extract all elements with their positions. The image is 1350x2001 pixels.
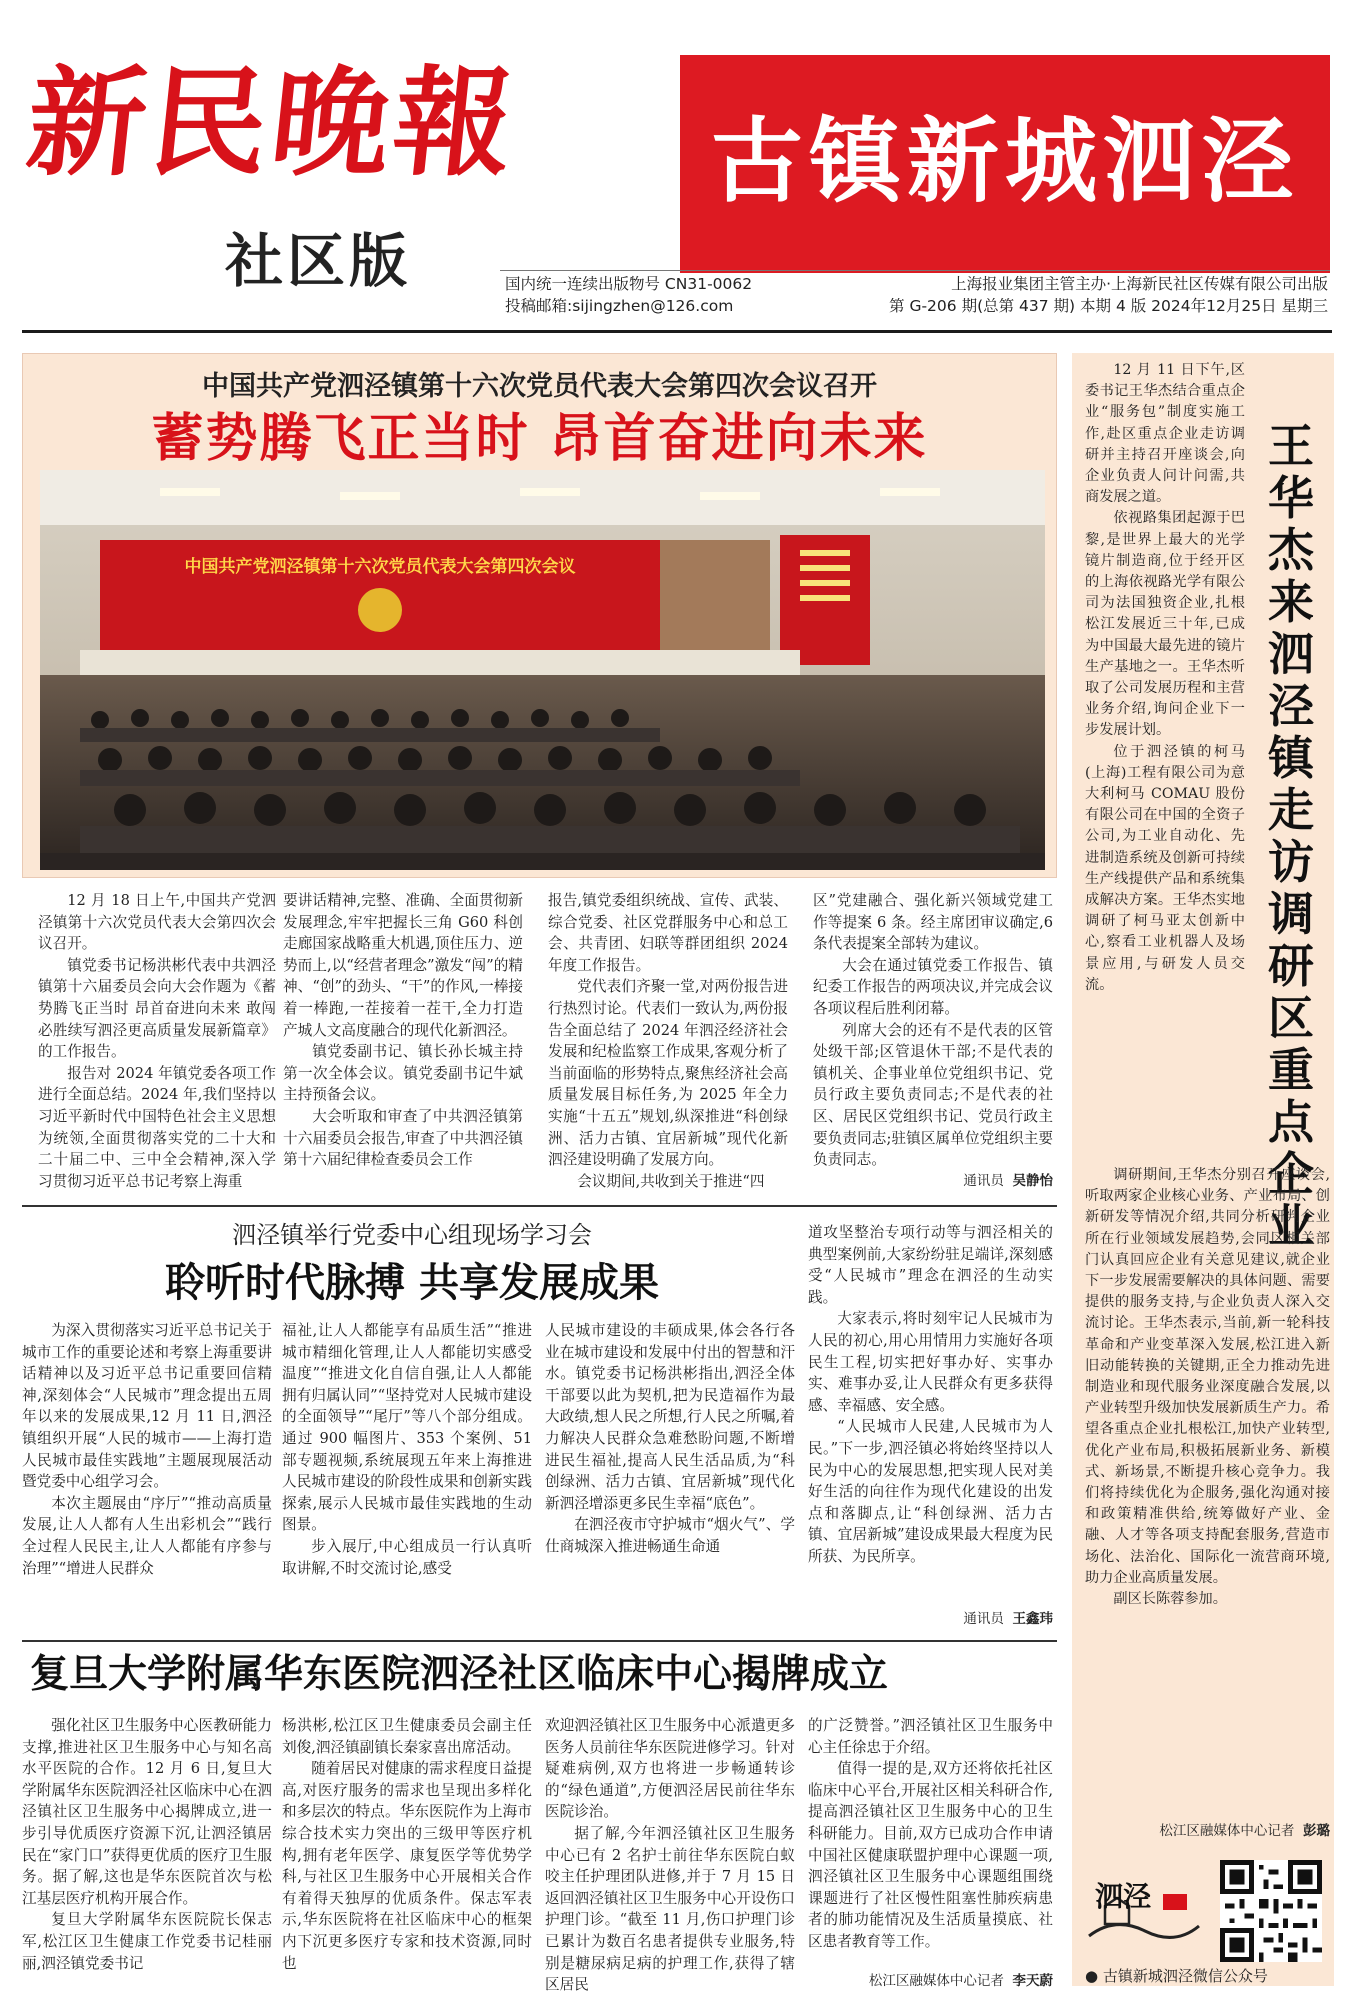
sijing-logo [1085, 1876, 1203, 1948]
byline-label: 通讯员 [963, 1611, 1004, 1627]
paragraph: 要讲话精神,完整、准确、全面贯彻新发展理念,牢牢把握长三角 G60 科创走廊国家战略重大机遇,顶住压力、逆势而上,以“经营者理念”激发“闯”的精神、“创”的劲头、“干”的作风,一棒接着一棒跑,一茬接着一茬干,全力打造产城人文高度融合的现代化新泗泾。 [283, 892, 523, 1039]
study-story-column-4 [808, 1222, 1053, 1606]
byline-label: 松江区融媒体中心记者 [1159, 1823, 1295, 1839]
logo-text: 泗泾 [1095, 1880, 1152, 1913]
photo-banner-text: 中国共产党泗泾镇第十六次党员代表大会第四次会议 [184, 557, 576, 577]
paragraph: 报告,镇党委组织统战、宣传、武装、综合党委、社区党群服务中心和总工会、共青团、妇联等群团组织 2024 年度工作报告。 [548, 892, 788, 974]
study-story-column-1 [22, 1320, 272, 1634]
hospital-story-headline: 复旦大学附属华东医院泗泾社区临床中心揭牌成立 [30, 1652, 889, 1697]
paragraph: 为深入贯彻落实习近平总书记关于城市工作的重要论述和考察上海重要讲话精神以及习近平总书记重要回信精神,深刻体会“人民城市”理念提出五周年以来的发展成果,12 月 11 日,泗泾镇组织开展“人民的城市——上海打造人民城市最佳实践地”主题展现展活动暨党委中心组学习会。 [22, 1322, 272, 1491]
paragraph: 12 月 18 日上午,中国共产党泗泾镇第十六次党员代表大会第四次会议召开。 [38, 892, 276, 953]
paragraph: 的广泛赞誉。”泗泾镇社区卫生服务中心主任徐忠于介绍。 [808, 1717, 1053, 1756]
top-story-column-4 [813, 890, 1053, 1168]
paragraph: 位于泗泾镇的柯马(上海)工程有限公司为意大利柯马 COMAU 股份有限公司在中国的全资子公司,为工业自动化、先进制造系统及创新可持续生产线提供产品和系统集成解决方案。王华杰实地调研了柯马亚太创新中心,察看工业机器人及场景应用,与研发人员交流。 [1085, 743, 1245, 993]
paragraph: 副区长陈蓉参加。 [1113, 1591, 1227, 1608]
paragraph: 随着居民对健康的需求程度日益提高,对医疗服务的需求也呈现出多样化和多层次的特点。华东医院作为上海市综合技术实力突出的三级甲等医疗机构,拥有老年医学、康复医学等优势学科,与社区卫生服务中心开展相关合作有着得天独厚的优质条件。保志军表示,华东医院将在社区临床中心的框架内下沉更多医疗专家和技术资源,同时也 [282, 1760, 532, 1972]
hospital-story-column-2 [282, 1715, 532, 1990]
paragraph: 列席大会的还有不是代表的区管处级干部;区管退休干部;不是代表的镇机关、企事业单位党组织书记、党员行政主要负责同志;不是代表的社区、居民区党组织书记、党员行政主要负责同志;驻镇区属单位党组织主要负责同志。 [813, 1021, 1053, 1169]
paragraph: 会议期间,共收到关于推进“四 [577, 1172, 765, 1190]
paragraph: 强化社区卫生服务中心医教研能力支撑,推进社区卫生服务中心与知名高水平医院的合作。12 月 6 日,复旦大学附属华东医院泗泾社区临床中心在泗泾镇社区卫生服务中心揭牌成立,进一步引导优质医疗资源下沉,让泗泾镇居民在“家门口”获得更优质的医疗卫生服务。据了解,这也是华东医院首次与松江基层医疗机构开展合作。 [22, 1717, 272, 1907]
paragraph: 复旦大学附属华东医院院长保志军,松江区卫生健康工作党委书记桂丽丽,泗泾镇党委书记 [22, 1911, 272, 1972]
paragraph: 依视路集团起源于巴黎,是世界上最大的光学镜片制造商,位于经开区的上海依视路光学有限公司为法国独资企业,扎根松江发展近三十年,已成为中国最大最先进的镜片生产基地之一。王华杰听取了公司发展历程和主营业务介绍,询问企业下一步发展计划。 [1085, 510, 1245, 739]
meta-email: 投稿邮箱:sijingzhen@126.com [505, 297, 734, 315]
side-story-byline [1085, 1822, 1330, 1840]
hospital-story-column-4 [808, 1715, 1053, 1965]
paragraph: 区”党建融合、强化新兴领域党建工作等提案 6 条。经主席团审议确定,6 条代表提案全部转为建议。 [813, 892, 1053, 953]
study-story-byline [808, 1610, 1053, 1628]
section-title-banner [680, 55, 1330, 273]
section-divider [22, 1205, 1057, 1207]
hospital-story-column-1 [22, 1715, 272, 1990]
byline-name: 李天蔚 [1012, 1973, 1053, 1989]
meeting-photo-illustration [40, 470, 1045, 870]
hospital-story-byline [808, 1972, 1053, 1990]
paragraph: 大家表示,将时刻牢记人民城市为人民的初心,用心用情用力实施好各项民生工程,切实把好事办好、实事办实、难事办妥,让人民群众有更多获得感、幸福感、安全感。 [808, 1310, 1053, 1414]
paragraph: 调研期间,王华杰分别召开座谈会,听取两家企业核心业务、产业布局、创新研发等情况介绍,共同分析研判企业所在行业领域发展趋势,会同区相关部门认真回应企业有关意见建议,就企业下一步发展需要解决的具体问题、需要提供的服务支持,与企业负责人深入交流讨论。王华杰表示,当前,新一轮科技革命和产业变革深入发展,松江进入新旧动能转换的关键期,正全力推动先进制造业和现代服务业深度融合发展,以产业转型升级加快发展新质生产力。希望各重点企业扎根松江,加快产业转型,优化产业布局,积极拓展新业务、新模式、新场景,不断提升核心竞争力。我们将持续优化为企服务,强化沟通对接和政策精准供给,统筹做好产业、金融、人才等各项支持配套服务,营造市场化、法治化、国际化一流营商环境,助力企业高质量发展。 [1085, 1167, 1330, 1586]
top-story-byline [813, 1172, 1053, 1190]
paragraph: 欢迎泗泾镇社区卫生服务中心派遣更多医务人员前往华东医院进修学习。针对疑难病例,双方也将进一步畅通转诊的“绿色通道”,方便泗泾居民前往华东医院诊治。 [545, 1717, 795, 1821]
masthead-paper-name: 新民晚報 [20, 54, 524, 192]
paragraph: 镇党委副书记、镇长孙长城主持第一次全体会议。镇党委副书记牛斌主持预备会议。 [283, 1043, 523, 1104]
study-story-column-2 [282, 1320, 532, 1634]
qr-caption: ● 古镇新城泗泾微信公众号 [1085, 1967, 1268, 1985]
meta-publisher: 上海报业集团主管主办·上海新民社区传媒有限公司出版 [951, 275, 1328, 293]
meta-issue-date: 第 G-206 期(总第 437 期) 本期 4 版 2024年12月25日 星期三 [889, 297, 1328, 315]
byline-name: 吴静怡 [1012, 1173, 1053, 1189]
sijing-logo-art [1085, 1876, 1203, 1948]
side-story-headline: 王华杰来泗泾镇走访调研区重点企业 [1268, 419, 1314, 1253]
top-story-headline: 蓄势腾飞正当时 昂首奋进向未来 [151, 409, 928, 469]
byline-name: 王鑫玮 [1012, 1611, 1053, 1627]
meta-publication-number: 国内统一连续出版物号 CN31-0062 [505, 275, 753, 293]
paragraph: 镇党委书记杨洪彬代表中共泗泾镇第十六届委员会向大会作题为《蓄势腾飞正当时 昂首奋进向未来 敢闯必胜续写泗泾更高质量发展新篇章》的工作报告。 [38, 956, 276, 1061]
masthead-meta-rule [500, 270, 1330, 271]
paragraph: 在泗泾夜市守护城市“烟火气”、学仕商城深入推进畅通生命通 [545, 1516, 795, 1555]
byline-label: 通讯员 [963, 1173, 1004, 1189]
side-story-wide-column [1085, 1165, 1330, 1810]
wechat-qr-code[interactable] [1220, 1860, 1322, 1962]
paragraph: 12 月 11 日下午,区委书记王华杰结合重点企业“服务包”制度实施工作,赴区重点企业走访调研并主持召开座谈会,向企业负责人问计问需,共商发展之道。 [1085, 362, 1245, 506]
paragraph: 本次主题展由“序厅”“推动高质量发展,让人人都有人生出彩机会”“践行全过程人民民主,让人人都能有序参与治理”“增进人民群众 [22, 1494, 272, 1577]
study-story-kicker: 泗泾镇举行党委中心组现场学习会 [232, 1221, 592, 1249]
hospital-story-column-3 [545, 1715, 795, 1994]
qr-code-icon [1220, 1860, 1322, 1962]
side-story-narrow-column [1085, 360, 1245, 1160]
top-story-column-1 [38, 890, 276, 1190]
paragraph: 人民城市建设的丰硕成果,体会各行各业在城市建设和发展中付出的智慧和汗水。镇党委书记杨洪彬指出,泗泾全体干部要以此为契机,把为民造福作为最大政绩,想人民之所想,行人民之所嘱,着力解决人民群众急难愁盼问题,不断增进民生福祉,提高人民生活品质,为“科创绿洲、活力古镇、宜居新城”现代化新泗泾增添更多民生幸福“底色”。 [545, 1322, 795, 1512]
paragraph: 据了解,今年泗泾镇社区卫生服务中心已有 2 名护士前往华东医院白蚁咬主任护理团队进修,并于 7 月 15 日返回泗泾镇社区卫生服务中心开设伤口护理门诊。“截至 11 月,伤口护理门诊已累计为数百名患者提供专业服务,特别是糖尿病足病的护理工作,获得了辖区居民 [545, 1824, 795, 1994]
paragraph: 杨洪彬,松江区卫生健康委员会副主任刘俊,泗泾镇副镇长秦家喜出席活动。 [282, 1717, 532, 1756]
paragraph: 大会在通过镇党委工作报告、镇纪委工作报告的两项决议,并完成会议各项议程后胜利闭幕。 [813, 956, 1053, 1017]
meeting-photo [40, 470, 1045, 870]
paragraph: 值得一提的是,双方还将依托社区临床中心平台,开展社区相关科研合作,提高泗泾镇社区卫生服务中心的卫生科研能力。目前,双方已成功合作申请中国社区健康联盟护理中心课题一项,泗泾镇社区卫生服务中心课题组围绕课题进行了社区慢性阻塞性肺疾病患者的肺功能情况及生活质量摸底、社区患者教育等工作。 [808, 1760, 1053, 1950]
masthead-bottom-rule [22, 330, 1332, 333]
section-title: 古镇新城泗泾 [710, 108, 1299, 215]
byline-label: 松江区融媒体中心记者 [868, 1973, 1004, 1989]
byline-name: 彭璐 [1303, 1823, 1330, 1839]
paragraph: 报告对 2024 年镇党委各项工作进行全面总结。2024 年,我们坚持以习近平新时代中国特色社会主义思想为统领,全面贯彻落实党的二十大和二十届二中、三中全会精神,深入学习贯彻习近平总书记考察上海重 [38, 1064, 276, 1190]
paragraph: 福祉,让人人都能享有品质生活”“推进城市精细化管理,让人人都能切实感受温度”“推进文化自信自强,让人人都能拥有归属认同”“坚持党对人民城市建设的全面领导”“尾厅”等八个部分组成。通过 900 幅图片、353 个案例、51 部专题视频,系统展现五年来上海推进人民城市建设的阶段性成果和创新实践探索,展示人民城市最佳实践地的生动图景。 [282, 1322, 532, 1534]
paragraph: “人民城市人民建,人民城市为人民。”下一步,泗泾镇必将始终坚持以人民为中心的发展思想,把实现人民对美好生活的向往作为现代化建设的出发点和落脚点,让“科创绿洲、活力古镇、宜居新城”建设成果最大程度为民所获、为民所享。 [808, 1418, 1053, 1565]
top-story-column-3 [548, 890, 788, 1190]
paragraph: 道攻坚整治专项行动等与泗泾相关的典型案例前,大家纷纷驻足端详,深刻感受“人民城市”理念在泗泾的生动实践。 [808, 1224, 1053, 1306]
paragraph: 大会听取和审查了中共泗泾镇第十六届委员会报告,审查了中共泗泾镇第十六届纪律检查委员会工作 [283, 1107, 523, 1169]
top-story-column-2 [283, 890, 523, 1168]
section-divider [22, 1640, 1057, 1642]
study-story-column-3 [545, 1320, 795, 1634]
masthead-edition: 社区版 [225, 227, 412, 295]
top-story-kicker: 中国共产党泗泾镇第十六次党员代表大会第四次会议召开 [202, 371, 877, 402]
study-story-headline: 聆听时代脉搏 共享发展成果 [165, 1260, 659, 1306]
paragraph: 步入展厅,中心组成员一行认真听取讲解,不时交流讨论,感受 [282, 1537, 532, 1577]
paragraph: 党代表们齐聚一堂,对两份报告进行热烈讨论。代表们一致认为,两份报告全面总结了 2024 年泗泾经济社会发展和纪检监察工作成果,客观分析了当前面临的形势特点,聚焦经济社会高质量发展目标任务,为 2025 年全力实施“十五五”规划,纵深推进“科创绿洲、活力古镇、宜居新城”现代化新泗泾建设明确了发展方向。 [548, 978, 788, 1169]
